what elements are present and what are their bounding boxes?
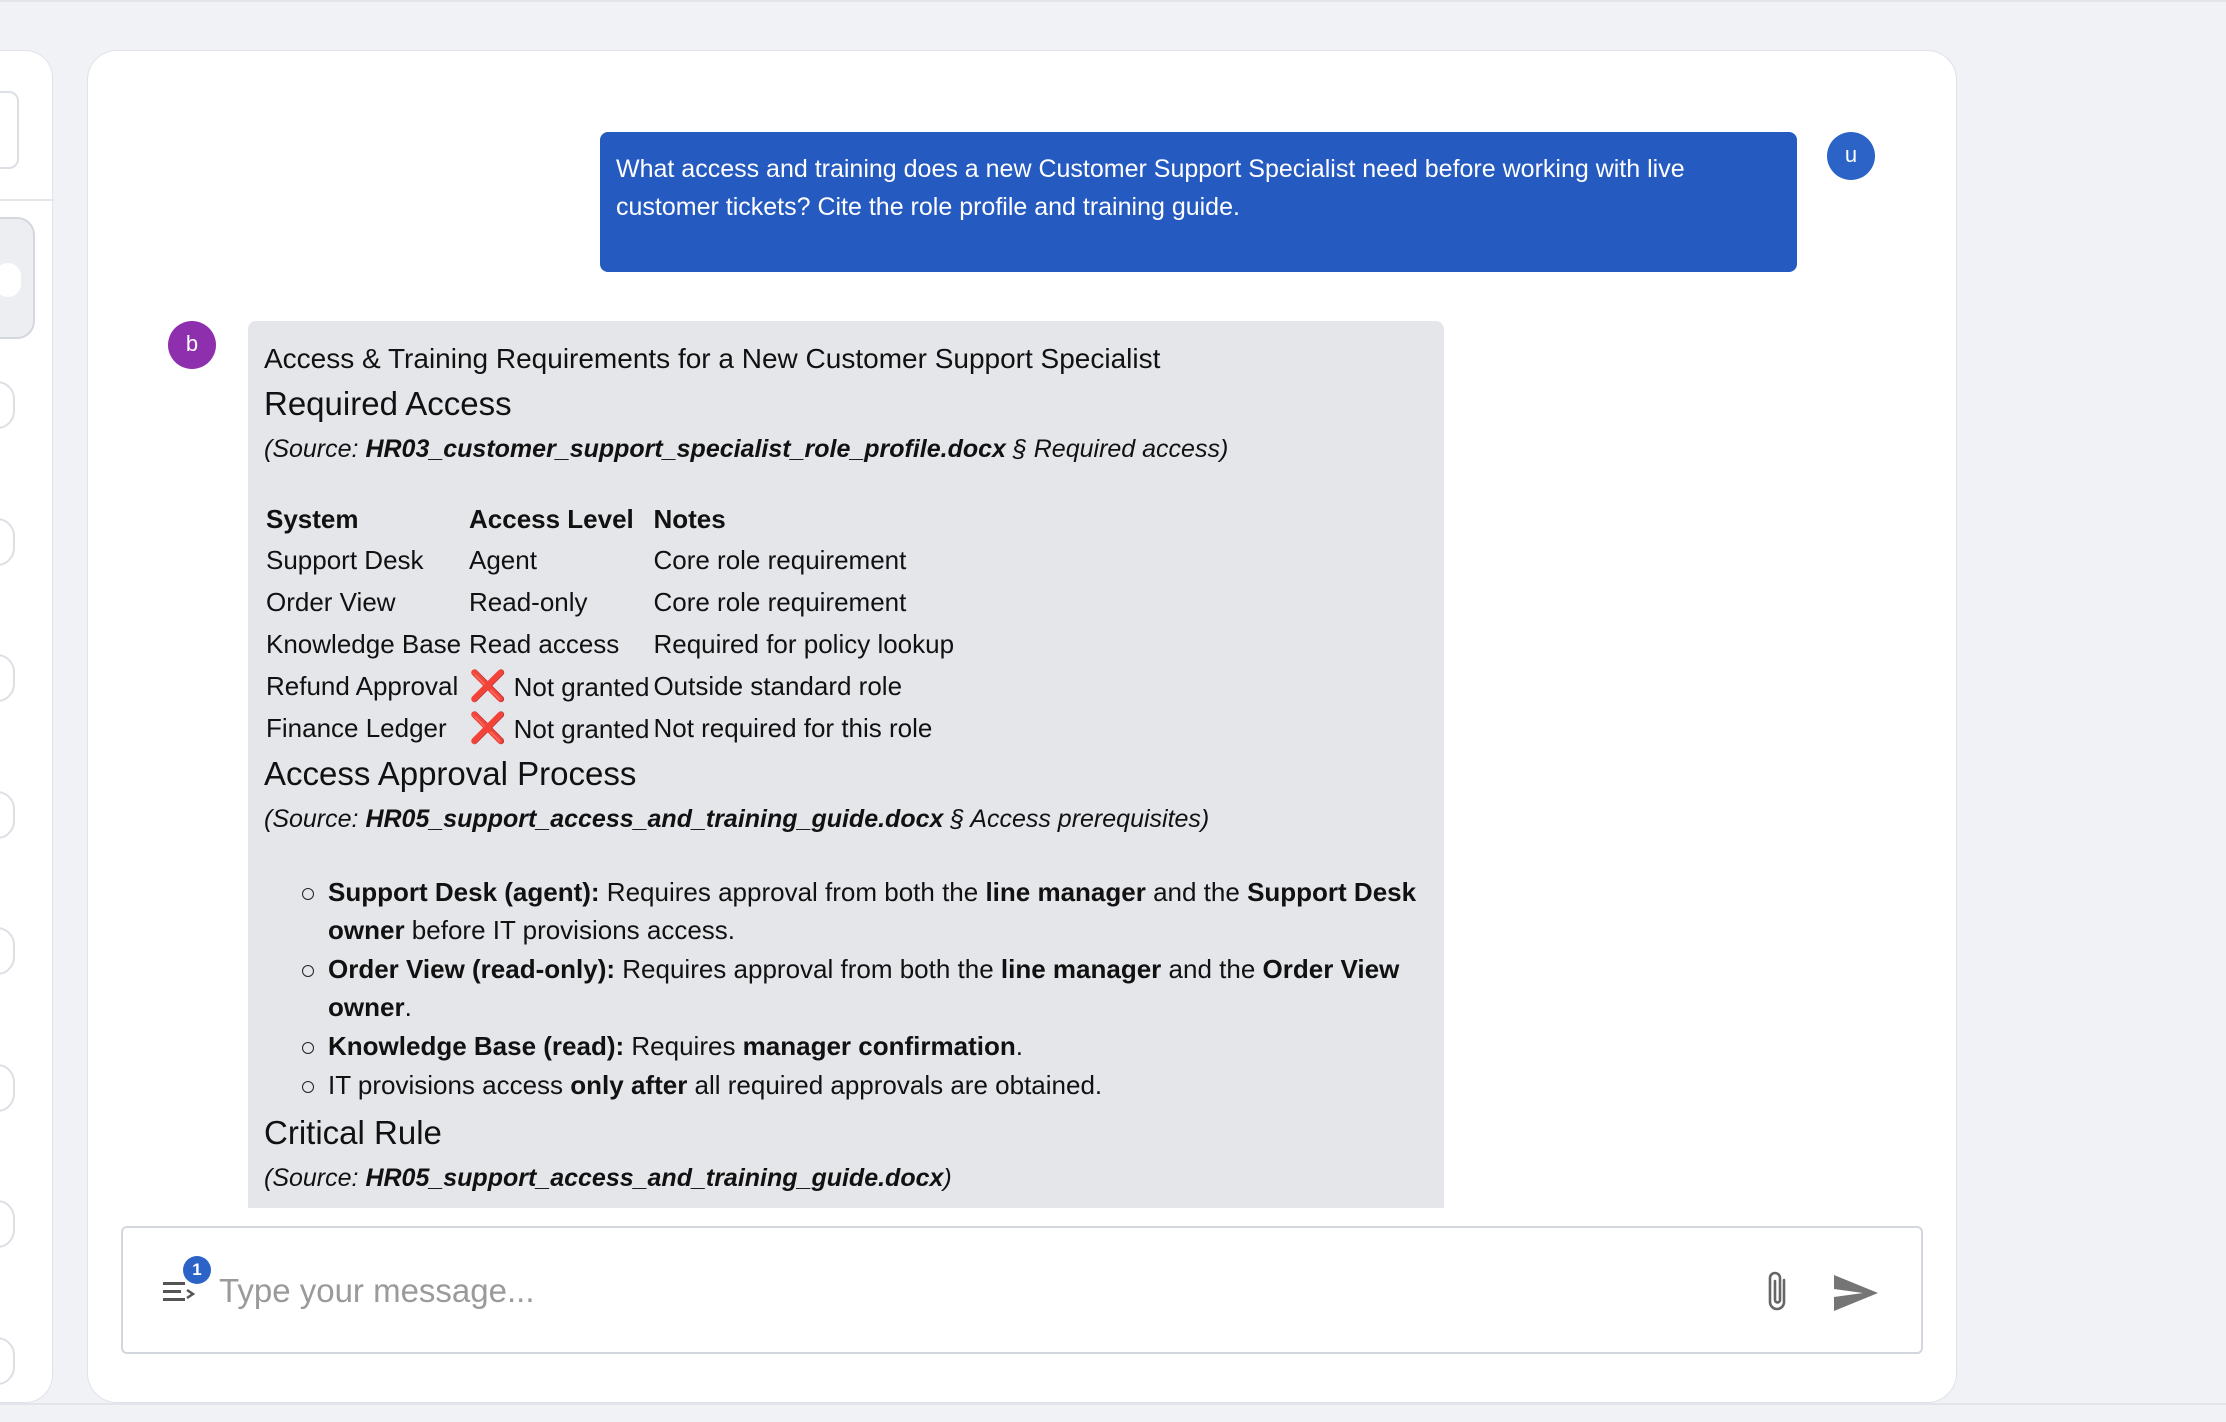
sidebar-item[interactable] — [0, 927, 15, 975]
table-row — [264, 623, 956, 665]
access-table — [264, 499, 956, 749]
source-file-name: HR05_support_access_and_training_guide.docx — [365, 1164, 944, 1192]
system-cell: Order View — [266, 586, 396, 617]
table-row — [264, 581, 956, 623]
access-level-cell: Read-only — [469, 587, 588, 617]
send-icon[interactable] — [1831, 1272, 1881, 1314]
message-composer — [121, 1226, 1923, 1354]
user-message-text: What access and training does a new Customer Support Specialist need before working with live customer tickets? Cite the role profile and training guide. — [616, 155, 1685, 221]
system-cell: Refund Approval — [266, 670, 459, 701]
table-header-row — [264, 499, 956, 539]
list-item: Support Desk (agent): Requires approval from both the line manager and the Support Desk owner before IT provisions access. — [302, 873, 1428, 949]
queue-count-badge: 1 — [183, 1256, 211, 1284]
list-item: Order View (read-only): Requires approval from both the line manager and the Order View owner. — [302, 950, 1428, 1026]
access-level-cell: ❌ Not granted — [469, 711, 650, 745]
notes-cell: Core role requirement — [653, 544, 907, 575]
list-item: IT provisions access only after all required approvals are obtained. — [302, 1066, 1428, 1104]
sidebar-item-selected[interactable] — [0, 217, 35, 339]
top-divider — [0, 0, 2226, 2]
sidebar-item[interactable] — [0, 1064, 15, 1112]
notes-cell: Outside standard role — [653, 670, 903, 701]
source-citation: (Source: HR03_customer_support_specialist_role_profile.docx § Required access) — [264, 435, 1229, 463]
bottom-divider — [0, 1403, 2226, 1405]
table-row — [264, 665, 956, 707]
approval-steps-list — [302, 873, 1428, 1104]
source-file-name: HR03_customer_support_specialist_role_profile.docx — [365, 435, 1006, 463]
sidebar-new-chat-box[interactable] — [0, 91, 19, 169]
notes-cell: Required for policy lookup — [653, 628, 955, 659]
paperclip-icon[interactable] — [1760, 1268, 1796, 1316]
sidebar-divider — [0, 199, 54, 201]
system-cell: Support Desk — [266, 544, 424, 575]
section-heading-approval-process: Access Approval Process — [264, 755, 637, 792]
column-header: System — [266, 503, 359, 534]
system-cell: Finance Ledger — [266, 712, 447, 743]
sidebar-item[interactable] — [0, 791, 15, 839]
notes-cell: Core role requirement — [653, 586, 907, 617]
section-heading-required-access: Required Access — [264, 385, 512, 422]
section-heading-critical-rule: Critical Rule — [264, 1114, 442, 1151]
bot-message-title: Access & Training Requirements for a New Customer Support Specialist — [264, 343, 1161, 374]
access-level-cell: Agent — [469, 545, 537, 575]
sidebar-item[interactable] — [0, 654, 15, 702]
user-message-row — [600, 132, 1877, 272]
message-input[interactable] — [219, 1256, 1719, 1326]
system-cell: Knowledge Base — [266, 628, 462, 659]
source-file-name: HR05_support_access_and_training_guide.docx — [365, 805, 944, 833]
table-row — [264, 707, 956, 749]
source-citation: (Source: HR05_support_access_and_training_guide.docx) — [264, 1164, 952, 1192]
column-header: Access Level — [469, 503, 634, 534]
notes-cell: Not required for this role — [653, 712, 933, 743]
conversation-sidebar — [0, 50, 53, 1403]
bot-message-bubble — [248, 321, 1444, 1208]
table-row — [264, 539, 956, 581]
cross-mark-icon: ❌ — [469, 711, 507, 745]
cross-mark-icon: ❌ — [469, 669, 507, 703]
source-citation: (Source: HR05_support_access_and_training_guide.docx § Access prerequisites) — [264, 805, 1210, 833]
access-level-cell: ❌ Not granted — [469, 669, 650, 703]
bot-avatar: b — [168, 321, 216, 369]
column-header: Notes — [653, 503, 726, 534]
sidebar-item-icon — [0, 263, 21, 297]
sidebar-item[interactable] — [0, 1337, 15, 1385]
sidebar-item[interactable] — [0, 381, 15, 429]
sidebar-item[interactable] — [0, 1200, 15, 1248]
sidebar-item[interactable] — [0, 518, 15, 566]
user-avatar: u — [1827, 132, 1875, 180]
access-level-cell: Read access — [469, 629, 620, 659]
list-item: Knowledge Base (read): Requires manager confirmation. — [302, 1027, 1428, 1065]
user-message-bubble — [600, 132, 1797, 272]
